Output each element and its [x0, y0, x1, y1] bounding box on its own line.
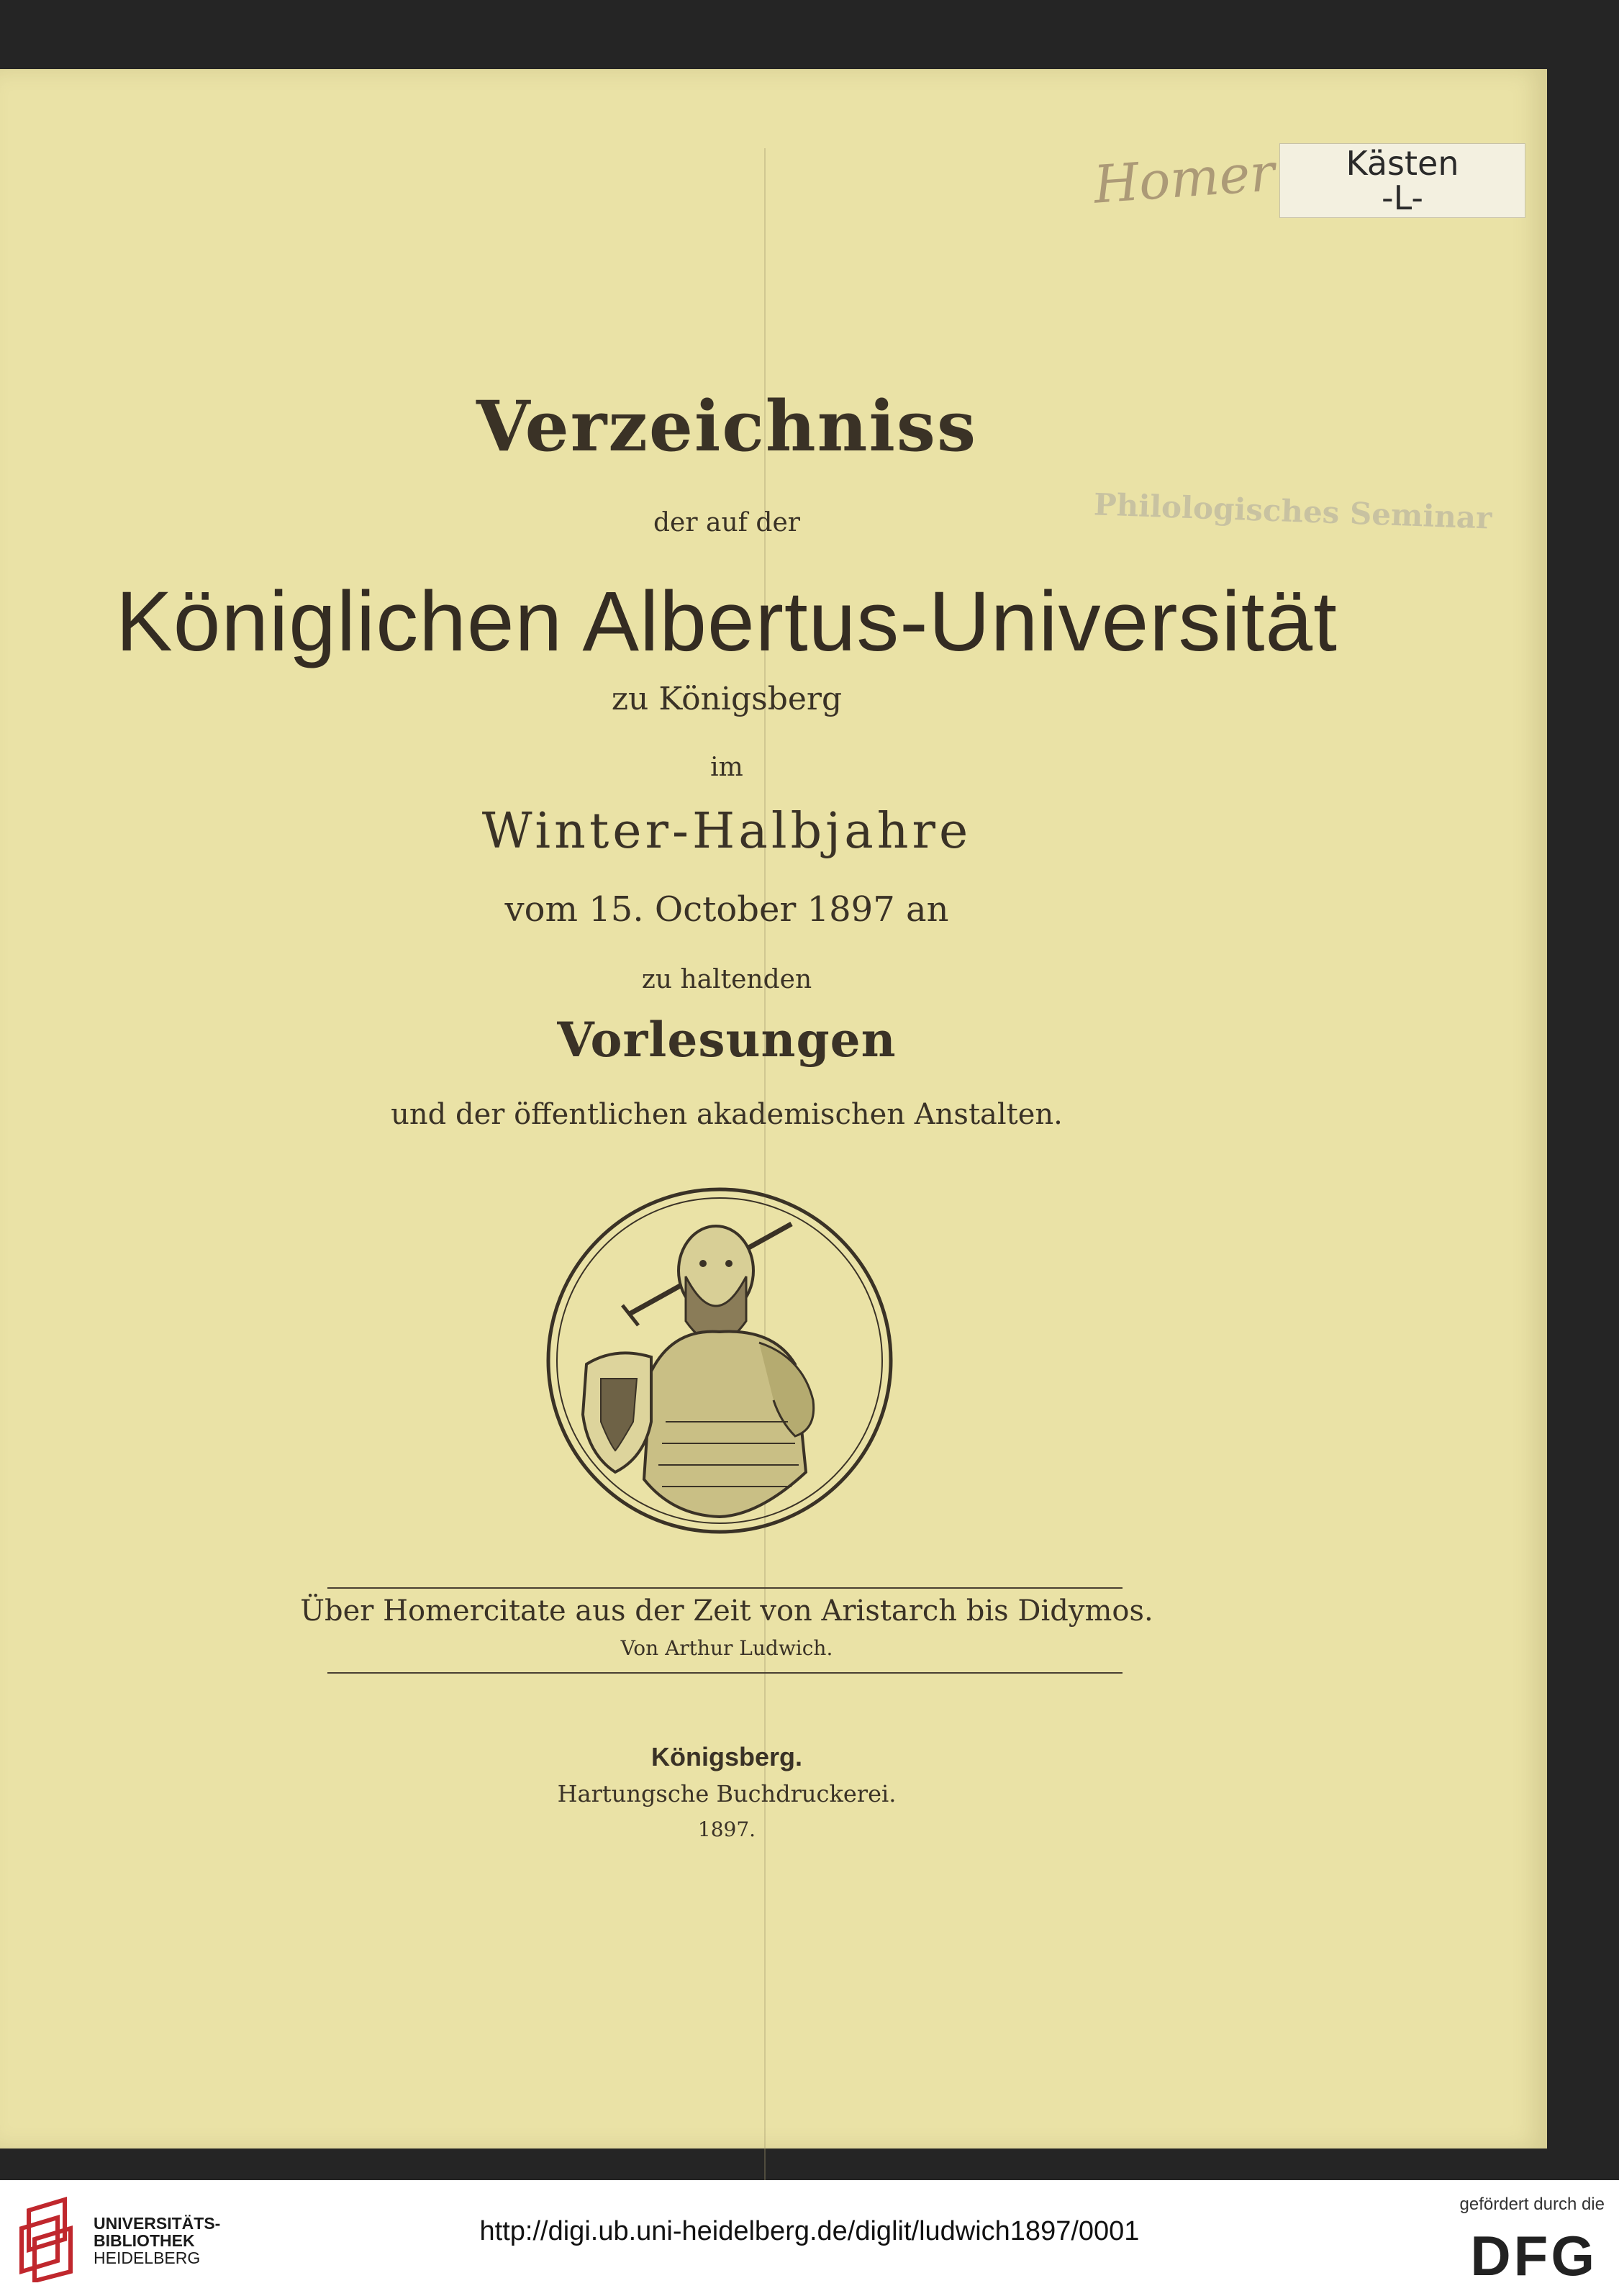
library-name-line2: BIBLIOTHEK — [94, 2231, 195, 2250]
subtitle-im: im — [710, 753, 743, 782]
albertus-medallion-icon — [543, 1184, 896, 1537]
library-name-line1: UNIVERSITÄTS- — [94, 2214, 221, 2233]
lectures-heading: Vorlesungen — [557, 1012, 897, 1068]
institutions-line: und der öffentlichen akademischen Anstalten. — [391, 1098, 1063, 1131]
handwritten-note: Homer — [1092, 142, 1277, 215]
shelf-label — [1279, 143, 1525, 218]
essay-author: Von Arthur Ludwich. — [620, 1636, 833, 1660]
shelf-label-line2: -L- — [1381, 178, 1424, 217]
funded-by-text: gefördert durch die — [1459, 2195, 1605, 2214]
library-stamp: Philologisches Seminar — [1093, 486, 1493, 536]
university-name: Königlichen Albertus-Universität — [116, 574, 1338, 669]
semester-heading: Winter-Halbjahre — [481, 803, 972, 860]
essay-title: Über Homercitate aus der Zeit von Aristarch bis Didymos. — [300, 1594, 1153, 1628]
imprint-printer: Hartungsche Buchdruckerei. — [557, 1780, 897, 1807]
location-line: zu Königsberg — [611, 681, 843, 717]
library-name-line3: HEIDELBERG — [94, 2249, 201, 2267]
footer-bar — [0, 2180, 1619, 2296]
subtitle-der: der auf der — [653, 508, 800, 537]
rule-top — [327, 1587, 1123, 1589]
imprint-year: 1897. — [697, 1818, 756, 1841]
permalink-url[interactable]: http://digi.ub.uni-heidelberg.de/diglit/ludwich1897/0001 — [479, 2216, 1140, 2246]
shelf-label-line1: Kästen — [1346, 144, 1459, 183]
imprint-city: Königsberg. — [650, 1742, 802, 1771]
subtitle-haltenden: zu haltenden — [641, 965, 812, 994]
date-line: vom 15. October 1897 an — [504, 889, 949, 930]
page-title: Verzeichniss — [476, 386, 977, 467]
title-page — [0, 69, 1547, 2148]
rule-bottom — [327, 1672, 1123, 1674]
dfg-logo: DFG — [1470, 2224, 1597, 2287]
